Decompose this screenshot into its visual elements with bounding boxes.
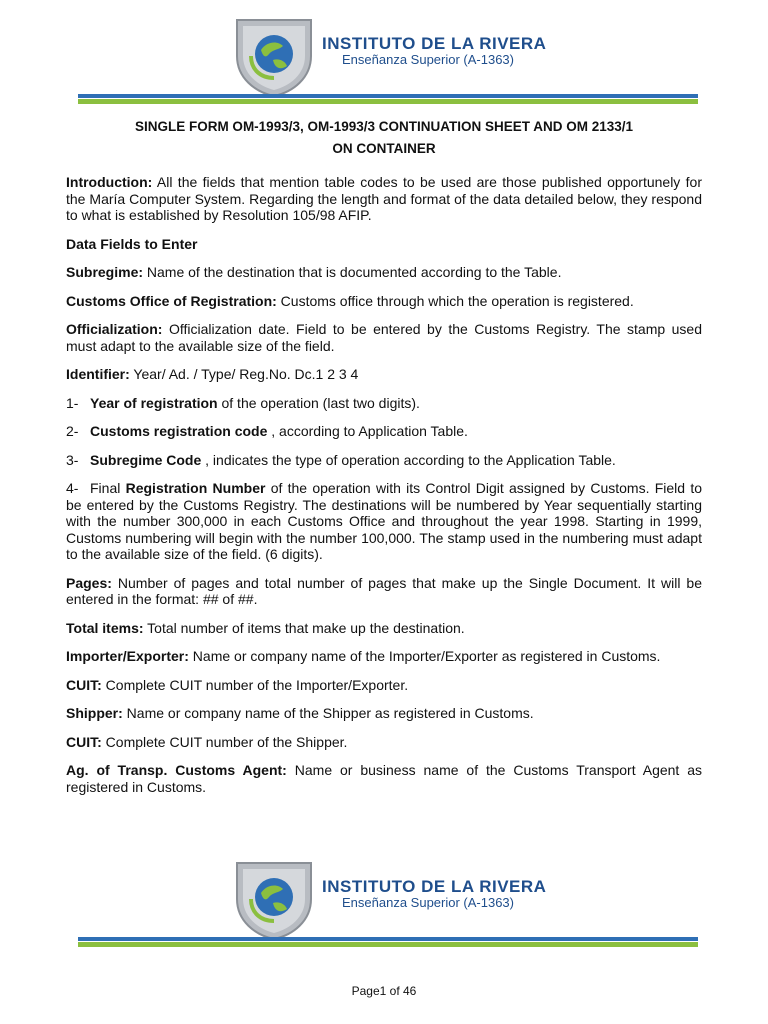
identifier-item: 2- Customs registration code , according to Application Table. (66, 423, 468, 439)
header-divider (78, 94, 698, 104)
field-cuit-importer: CUIT: Complete CUIT number of the Importer/Exporter. (66, 676, 409, 693)
field-transport-agent: Ag. of Transp. Customs Agent: Name or business name of the Customs Transport Agent as registered in Customs. (66, 762, 703, 795)
institution-name: INSTITUTO DE LA RIVERA (322, 877, 547, 896)
document-title: SINGLE FORM OM-1993/3, OM-1993/3 CONTINUATION SHEET AND OM 2133/1 ON CONTAINER (134, 119, 634, 156)
page-header (0, 10, 768, 115)
field-subregime: Subregime: Name of the destination that is documented according to the Table. (66, 264, 562, 280)
field-shipper: Shipper: Name or company name of the Shipper as registered in Customs. (66, 705, 534, 721)
section-heading: Data Fields to Enter (66, 235, 198, 252)
field-cuit-shipper: CUIT: Complete CUIT number of the Shipper. (66, 733, 348, 750)
identifier-item: 3- Subregime Code , indicates the type of operation according to the Application Table. (66, 451, 616, 468)
institute-logo-icon (233, 859, 315, 941)
institution-subtitle: Enseñanza Superior (A-1363) (342, 895, 514, 910)
institution-subtitle: Enseñanza Superior (A-1363) (342, 52, 514, 67)
page-number: Page1 of 46 (351, 984, 417, 998)
header-divider (78, 937, 698, 947)
field-identifier: Identifier: Year/ Ad. / Type/ Reg.No. Dc.1 2 3 4 (66, 366, 359, 382)
identifier-item: 1- Year of registration of the operation (last two digits). (66, 394, 420, 411)
document-body (66, 116, 702, 807)
intro-paragraph: Introduction: All the fields that mention table codes to be used are those published opportunely for the María Computer System. Regarding the length and format of the data detailed below, they respond to what is established by Resolution 105/98 AFIP. (66, 174, 702, 223)
next-page-header (0, 853, 768, 958)
institute-logo-icon (233, 16, 315, 98)
institution-name: INSTITUTO DE LA RIVERA (322, 34, 547, 53)
field-total-items: Total items: Total number of items that make up the destination. (66, 619, 465, 636)
field-pages: Pages: Number of pages and total number of pages that make up the Single Document. It will be entered in the format: ## of ##. (66, 574, 702, 607)
field-officialization: Officialization: Officialization date. Field to be entered by the Customs Registry. The stamp used must adapt to the available size of the field. (66, 321, 702, 354)
field-customs-office: Customs Office of Registration: Customs office through which the operation is registered. (66, 292, 634, 309)
identifier-item: 4- Final Registration Number of the operation with its Control Digit assigned by Customs. Field to be entered by the Customs Registry. The destinations will be numbered by Year sequentially starting with the number 300,000 in each Customs Office and throughout the year 1998. Starting in 1999, Customs numbering will begin with the number 100,000. The stamp used in the numbering must adapt to the available size of the field. (6 digits). (66, 480, 703, 562)
field-importer-exporter: Importer/Exporter: Name or company name of the Importer/Exporter as registered in Customs. (66, 648, 661, 664)
